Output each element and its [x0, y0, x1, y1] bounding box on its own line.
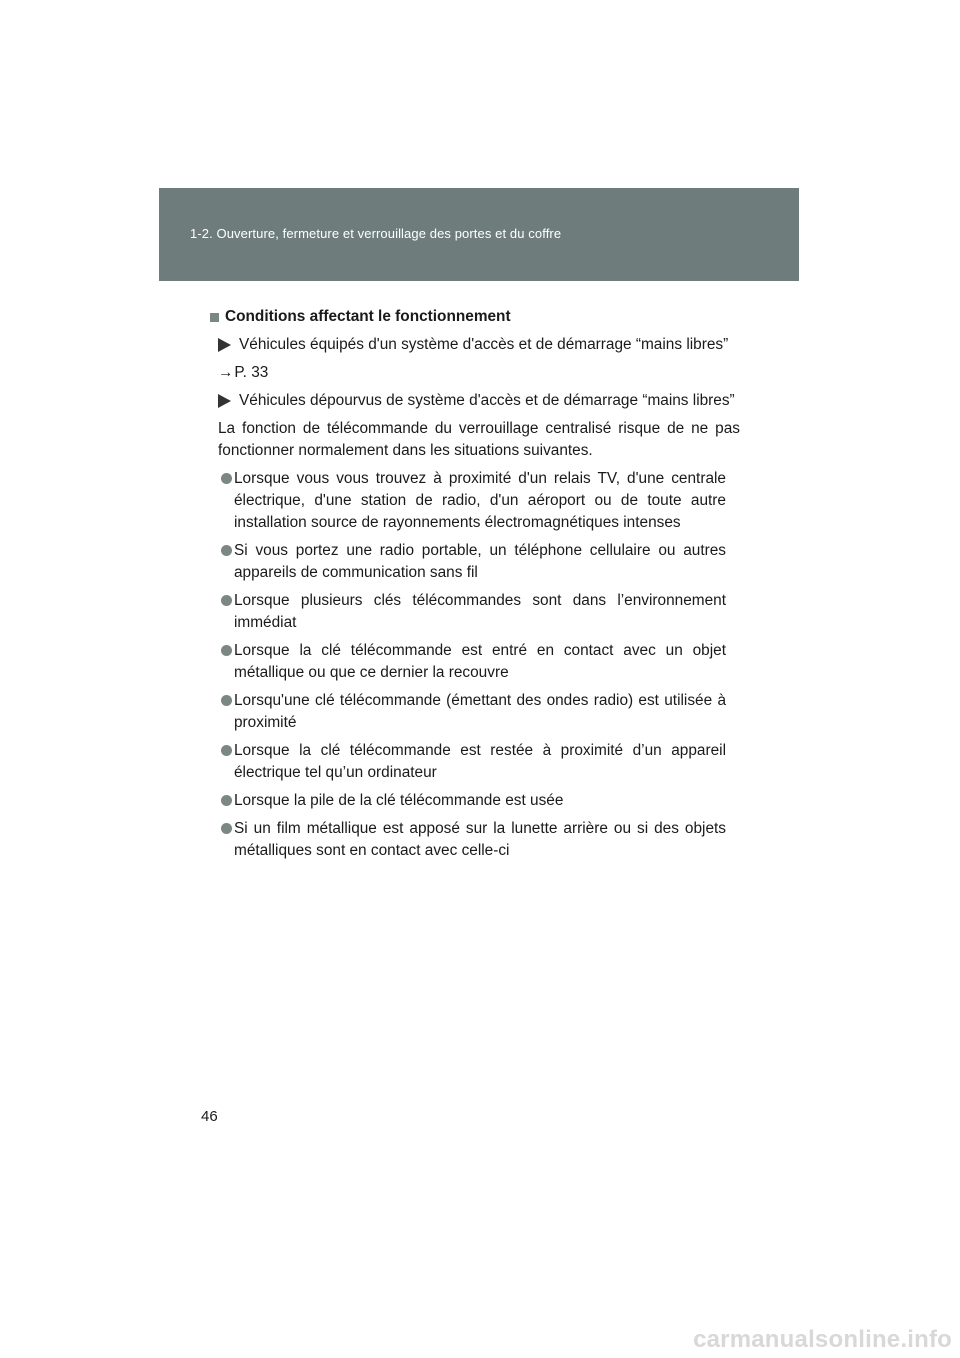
list-item-text: Lorsque la clé télécommande est entré en contact avec un objet métallique ou que ce dernier la recouvre [234, 642, 726, 681]
list-item-text: Lorsque la pile de la clé télécommande est usée [234, 792, 564, 809]
square-icon [210, 313, 219, 322]
list-item [210, 540, 740, 584]
section-heading [210, 306, 740, 328]
list-item [210, 790, 740, 812]
list-item-text: Si un film métallique est apposé sur la lunette arrière ou si des objets métalliques sont en contact avec celle-ci [234, 820, 726, 859]
list-item-text: Lorsqu'une clé télécommande (émettant des ondes radio) est utilisée à proximité [234, 692, 726, 731]
bullet-dot-icon [221, 473, 232, 484]
variant-with-smart-access [218, 334, 740, 356]
intro-paragraph: La fonction de télécommande du verrouillage centralisé risque de ne pas fonctionner normalement dans les situations suivantes. [218, 420, 740, 459]
page-content [210, 306, 740, 868]
list-item [210, 690, 740, 734]
list-item [210, 818, 740, 862]
triangle-right-icon [218, 338, 231, 352]
triangle-right-icon [218, 394, 231, 408]
bullet-dot-icon [221, 545, 232, 556]
chapter-section-title: 1-2. Ouverture, fermeture et verrouillage des portes et du coffre [190, 226, 562, 241]
conditions-list [210, 468, 740, 862]
variant-without-smart-access [218, 390, 740, 412]
watermark: carmanualsonline.info [693, 1326, 952, 1353]
list-item-text: Lorsque la clé télécommande est restée à proximité d’un appareil électrique tel qu’un ordinateur [234, 742, 726, 781]
list-item [210, 590, 740, 634]
bullet-dot-icon [221, 795, 232, 806]
page-reference[interactable] [218, 362, 740, 384]
page-reference-text: P. 33 [234, 364, 269, 381]
bullet-dot-icon [221, 695, 232, 706]
list-item [210, 740, 740, 784]
list-item-text: Si vous portez une radio portable, un téléphone cellulaire ou autres appareils de communication sans fil [234, 542, 726, 581]
chapter-header-band [159, 188, 799, 281]
list-item [210, 640, 740, 684]
page-number: 46 [201, 1108, 218, 1125]
list-item-text: Lorsque vous vous trouvez à proximité d'un relais TV, d'une centrale électrique, d'une station de radio, d'un aéroport ou de toute autre installation source de rayonnements électromagnétiques intenses [234, 470, 726, 531]
arrow-right-icon: → [218, 364, 234, 381]
bullet-dot-icon [221, 595, 232, 606]
variant-with-smart-access-text: Véhicules équipés d'un système d'accès et de démarrage “mains libres” [239, 336, 729, 353]
list-item-text: Lorsque plusieurs clés télécommandes sont dans l’environnement immédiat [234, 592, 726, 631]
variant-without-smart-access-text: Véhicules dépourvus de système d'accès et de démarrage “mains libres” [239, 392, 735, 409]
bullet-dot-icon [221, 645, 232, 656]
bullet-dot-icon [221, 823, 232, 834]
section-heading-text: Conditions affectant le fonctionnement [225, 308, 511, 325]
list-item [210, 468, 740, 534]
bullet-dot-icon [221, 745, 232, 756]
